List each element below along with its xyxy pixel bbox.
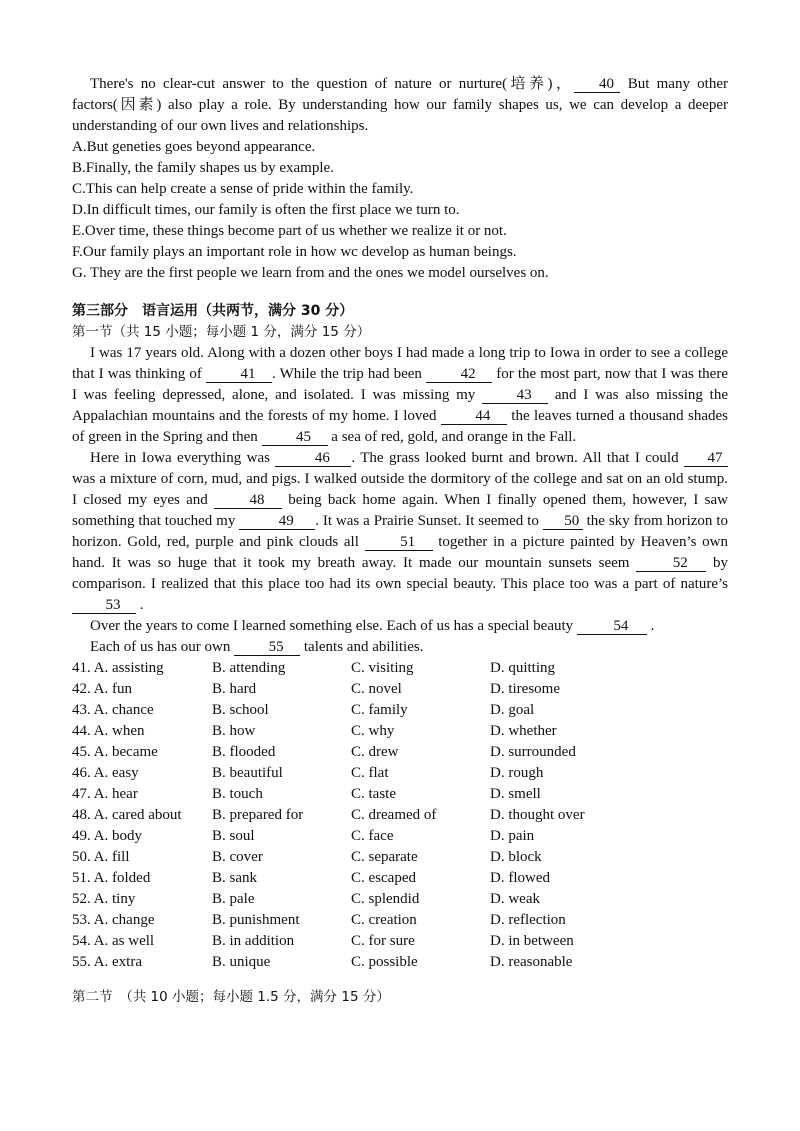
choice-row-49 <box>72 826 728 847</box>
blank-55: 55 <box>234 639 300 656</box>
passage-text: was a mixture of corn, mud, and pigs. I walked outside the dormitory of the college and sat on an old stump. I closed my eyes and <box>72 471 728 508</box>
choice-a: 43. A. chance <box>72 702 154 718</box>
choice-a: 52. A. tiny <box>72 891 136 907</box>
choice-a: 49. A. body <box>72 828 143 844</box>
passage-text: and I was also missing the Appalachian mountains and the forests of my home. I loved <box>72 387 728 424</box>
choice-a: 55. A. extra <box>72 954 142 970</box>
choice-row-54 <box>72 931 728 952</box>
choice-row-43 <box>72 700 728 721</box>
choice-c: C. flat <box>351 765 389 781</box>
section1-title: 第一节（共 15 小题；每小题 1 分，满分 15 分） <box>72 324 371 340</box>
choice-b: B. soul <box>212 828 255 844</box>
choice-a: 53. A. change <box>72 912 155 928</box>
blank-48: 48 <box>214 492 282 509</box>
choice-d: D. smell <box>490 786 541 802</box>
passage-text: talents and abilities. <box>300 639 424 655</box>
choice-d: D. goal <box>490 702 535 718</box>
part3-title: 第三部分 语言运用（共两节，满分 30 分） <box>72 303 354 319</box>
choice-d: D. pain <box>490 828 535 844</box>
choice-b: B. in addition <box>212 933 295 949</box>
choice-b: B. hard <box>212 681 257 697</box>
choice-row-42 <box>72 679 728 700</box>
choice-d: D. reflection <box>490 912 566 928</box>
passage-text: a sea of red, gold, and orange in the Fall. <box>327 429 577 445</box>
choice-a: 46. A. easy <box>72 765 139 781</box>
passage-text: together in a picture painted by Heaven’s own hand. It was so huge that it took my breath away. It made our mountain sunsets seem <box>72 534 728 571</box>
choice-d: D. tiresome <box>490 681 560 697</box>
option-e: E.Over time, these things become part of us whether we realize it or not. <box>72 223 507 239</box>
choice-row-46 <box>72 763 728 784</box>
choice-c: C. dreamed of <box>351 807 437 823</box>
choice-b: B. beautiful <box>212 765 283 781</box>
section2-title: 第二节 （共 10 小题；每小题 1.5 分，满分 15 分） <box>72 989 390 1005</box>
choice-row-53 <box>72 910 728 931</box>
choice-d: D. block <box>490 849 542 865</box>
choice-a: 42. A. fun <box>72 681 132 697</box>
choice-c: C. why <box>351 723 395 739</box>
choice-row-48 <box>72 805 728 826</box>
blank-53: 53 <box>72 597 136 614</box>
choice-a: 41. A. assisting <box>72 660 164 676</box>
option-a: A.But geneties goes beyond appearance. <box>72 139 316 155</box>
choice-row-50 <box>72 847 728 868</box>
intro-text-after: But many other factors(因素) also play a role. By understanding how our family shapes us, we can develop a deeper understanding of our own lives and relationships. <box>72 76 728 134</box>
blank-52: 52 <box>636 555 706 572</box>
choice-c: C. taste <box>351 786 396 802</box>
choice-row-51 <box>72 868 728 889</box>
choice-d: D. weak <box>490 891 540 907</box>
choice-b: B. prepared for <box>212 807 304 823</box>
choice-c: C. creation <box>351 912 417 928</box>
choice-c: C. separate <box>351 849 418 865</box>
choice-a: 45. A. became <box>72 744 158 760</box>
passage-text: the sky from horizon to horizon. Gold, red, purple and pink clouds all <box>72 513 728 550</box>
choice-c: C. possible <box>351 954 418 970</box>
blank-54: 54 <box>577 618 647 635</box>
blank-42: 42 <box>426 366 492 383</box>
choice-c: C. visiting <box>351 660 414 676</box>
option-b: B.Finally, the family shapes us by example. <box>72 160 334 176</box>
choice-row-44 <box>72 721 728 742</box>
exam-page <box>72 74 728 1008</box>
choice-d: D. rough <box>490 765 544 781</box>
choice-a: 51. A. folded <box>72 870 151 886</box>
choice-c: C. for sure <box>351 933 415 949</box>
choice-b: B. cover <box>212 849 263 865</box>
choice-b: B. touch <box>212 786 263 802</box>
blank-41: 41 <box>206 366 272 383</box>
choice-d: D. surrounded <box>490 744 576 760</box>
passage-text: Over the years to come I learned something else. Each of us has a special beauty <box>90 618 577 634</box>
choice-d: D. thought over <box>490 807 585 823</box>
passage-text: Here in Iowa everything was <box>90 450 276 466</box>
choice-c: C. novel <box>351 681 402 697</box>
choice-b: B. unique <box>212 954 271 970</box>
choice-row-47 <box>72 784 728 805</box>
choice-b: B. how <box>212 723 256 739</box>
choice-row-41 <box>72 658 728 679</box>
passage-text: by comparison. I realized that this place too had its own special beauty. This place too was a part of nature’s <box>72 555 729 592</box>
choice-c: C. family <box>351 702 408 718</box>
blank-47: 47 <box>684 450 728 467</box>
option-c: C.This can help create a sense of pride within the family. <box>72 181 414 197</box>
choice-row-45 <box>72 742 728 763</box>
choice-d: D. in between <box>490 933 574 949</box>
passage-text: Each of us has our own <box>90 639 235 655</box>
choice-a: 50. A. fill <box>72 849 130 865</box>
passage-text: . While the trip had been <box>272 366 427 382</box>
choice-row-55 <box>72 952 728 973</box>
passage-text: for the most part, now that I was there I was feeling depressed, alone, and isolated. I was missing my <box>72 366 728 403</box>
choice-a: 54. A. as well <box>72 933 155 949</box>
passage-text: . The grass looked burnt and brown. All that I could <box>351 450 684 466</box>
option-d: D.In difficult times, our family is often the first place we turn to. <box>72 202 460 218</box>
choice-a: 47. A. hear <box>72 786 138 802</box>
blank-50: 50 <box>543 513 583 530</box>
blank-46: 46 <box>275 450 351 467</box>
option-g: G. They are the first people we learn from and the ones we model ourselves on. <box>72 265 549 281</box>
choice-a: 48. A. cared about <box>72 807 182 823</box>
passage-paragraph-4 <box>72 637 728 658</box>
passage-text: . <box>136 597 144 613</box>
choice-c: C. escaped <box>351 870 416 886</box>
intro-paragraph <box>72 74 728 137</box>
passage-paragraph-3 <box>72 616 728 637</box>
blank-44: 44 <box>441 408 507 425</box>
choice-d: D. whether <box>490 723 557 739</box>
passage-text: the leaves turned a thousand shades of green in the Spring and then <box>72 408 729 445</box>
choice-c: C. splendid <box>351 891 420 907</box>
option-f: F.Our family plays an important role in how wc develop as human beings. <box>72 244 517 260</box>
choice-d: D. flowed <box>490 870 550 886</box>
choice-b: B. sank <box>212 870 257 886</box>
blank-40: 40 <box>574 76 620 93</box>
choice-b: B. flooded <box>212 744 276 760</box>
blank-43: 43 <box>482 387 548 404</box>
choice-b: B. pale <box>212 891 255 907</box>
intro-text: There's no clear-cut answer to the question of nature or nurture(培养)， <box>90 76 575 92</box>
choice-row-52 <box>72 889 728 910</box>
choices-table <box>72 658 728 973</box>
blank-51: 51 <box>365 534 433 551</box>
blank-45: 45 <box>262 429 328 446</box>
choice-d: D. reasonable <box>490 954 573 970</box>
passage-paragraph-2 <box>72 448 728 616</box>
blank-49: 49 <box>239 513 315 530</box>
choice-d: D. quitting <box>490 660 556 676</box>
choice-c: C. face <box>351 828 394 844</box>
choice-b: B. punishment <box>212 912 300 928</box>
choice-b: B. attending <box>212 660 286 676</box>
passage-text: . It was a Prairie Sunset. It seemed to <box>315 513 543 529</box>
passage-text: . <box>646 618 655 634</box>
passage-text: I was 17 years old. Along with a dozen other boys I had made a long trip to Iowa in order to see a college that I was thinking of <box>72 345 728 382</box>
choice-a: 44. A. when <box>72 723 145 739</box>
passage-text: being back home again. When I finally opened them, however, I saw something that touched my <box>72 492 728 529</box>
choice-b: B. school <box>212 702 269 718</box>
passage-paragraph-1 <box>72 343 728 448</box>
choice-c: C. drew <box>351 744 399 760</box>
